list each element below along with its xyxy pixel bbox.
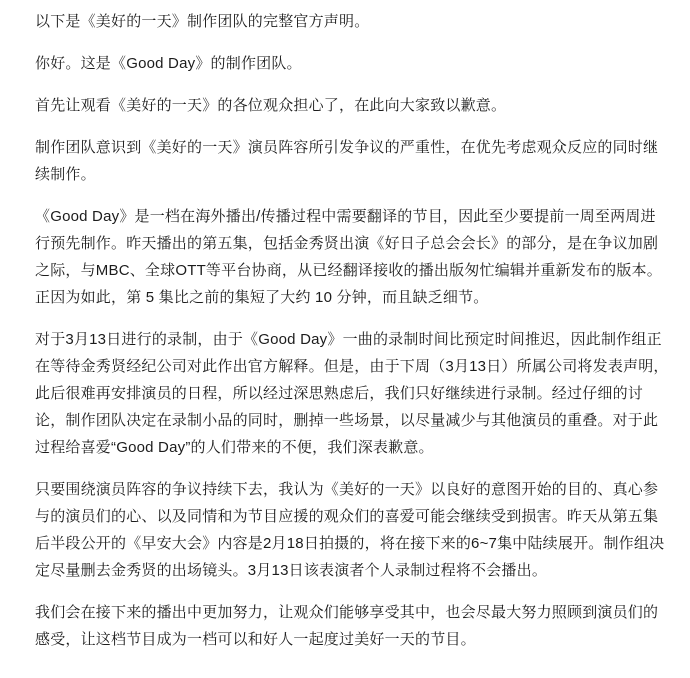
episode5-paragraph: 《Good Day》是一档在海外播出/传播过程中需要翻译的节目，因此至少要提前一周至两周进行预先制作。昨天播出的第五集，包括金秀贤出演《好日子总会会长》的部分，是在争议加剧之际，与MBC、全球OTT等平台协商，从已经翻译接收的播出版匆忙编辑并重新发布的版本。正因为如此，第 5 集比之前的集短了大约 10 分钟，而且缺乏细节。 [35, 208, 662, 306]
closing-paragraph: 我们会在接下来的播出中更加努力，让观众们能够享受其中，也会尽最大努力照顾到演员们的感受，让这档节目成为一档可以和好人一起度过美好一天的节目。 [35, 604, 659, 648]
apology-paragraph: 首先让观看《美好的一天》的各位观众担心了，在此向大家致以歉意。 [35, 97, 507, 114]
controversy-paragraph: 只要围绕演员阵容的争议持续下去，我认为《美好的一天》以良好的意图开始的目的、真心参与的演员们的心、以及同情和为节目应援的观众们的喜爱可能会继续受到损害。昨天从第五集后半段公开的《早安大会》内容是2月18日拍摄的，将在接下来的6~7集中陆续展开。制作组决定尽量删去金秀贤的出场镜头。3月13日该表演者个人录制过程将不会播出。 [35, 481, 665, 579]
awareness-paragraph: 制作团队意识到《美好的一天》演员阵容所引发争议的严重性，在优先考虑观众反应的同时继续制作。 [35, 139, 659, 183]
recording-paragraph: 对于3月13日进行的录制，由于《Good Day》一曲的录制时间比预定时间推迟，因此制作组正在等待金秀贤经纪公司对此作出官方解释。但是，由于下周（3月13日）所属公司将发表声明，此后很难再安排演员的日程，所以经过深思熟虑后，我们只好继续进行录制。经过仔细的讨论，制作团队决定在录制小品的同时，删掉一些场景，以尽量减少与其他演员的重叠。对于此过程给喜爱“Good Day”的人们带来的不便，我们深表歉意。 [35, 331, 669, 456]
greeting-paragraph: 你好。这是《Good Day》的制作团队。 [35, 55, 302, 72]
statement-document [35, 8, 670, 653]
statement-intro-line: 以下是《美好的一天》制作团队的完整官方声明。 [35, 13, 370, 30]
